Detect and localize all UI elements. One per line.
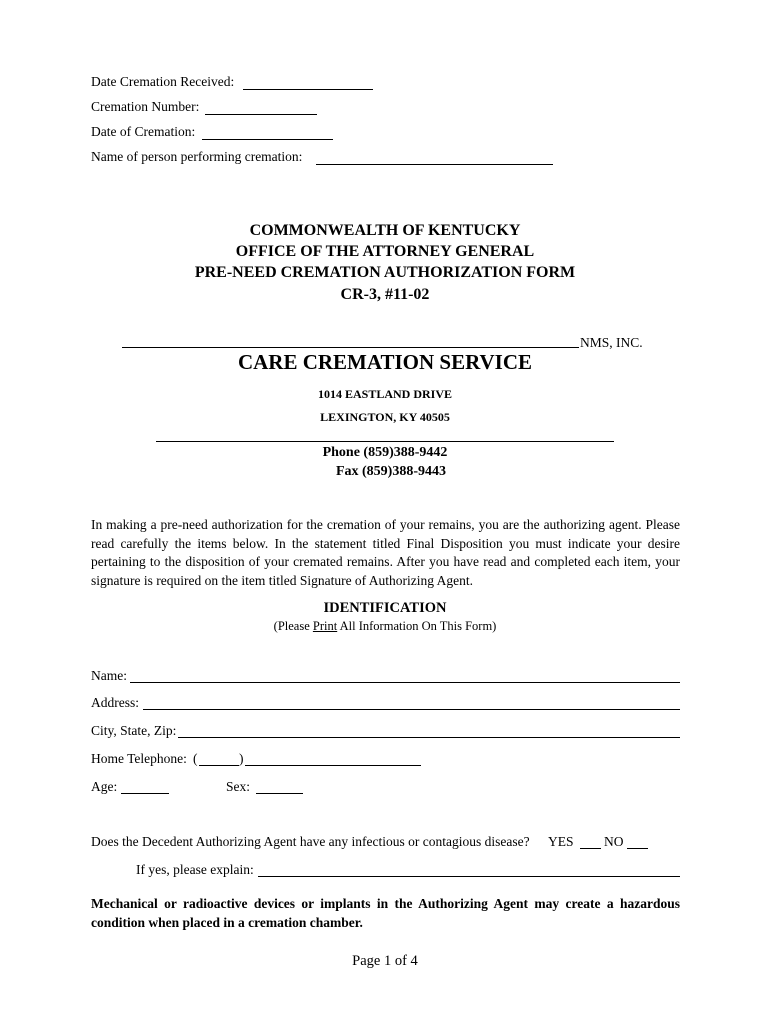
date-received-field[interactable]: [243, 89, 373, 90]
address-field[interactable]: [143, 709, 680, 710]
name-field[interactable]: [130, 682, 680, 683]
provider-fax: Fax (859)388-9443: [335, 464, 447, 479]
provider-suffix: NMS, INC.: [580, 335, 643, 350]
form-title: PRE-NEED CREMATION AUTHORIZATION FORM: [194, 264, 576, 281]
home-telephone-field[interactable]: [245, 765, 421, 766]
city-state-zip-label: City, State, Zip:: [91, 723, 177, 738]
implant-warning: Mechanical or radioactive devices or implants in the Authorizing Agent may create a hazardous condition when placed in a cremation chamber.: [91, 896, 680, 930]
home-telephone-label: Home Telephone:: [91, 751, 187, 766]
disease-question: Does the Decedent Authorizing Agent have any infectious or contagious disease?: [91, 834, 530, 849]
disease-no-label: NO: [604, 834, 624, 849]
header-commonwealth: COMMONWEALTH OF KENTUCKY: [249, 222, 521, 239]
provider-prefix-field[interactable]: [122, 347, 579, 348]
disease-no-field[interactable]: [627, 848, 648, 849]
intro-paragraph: In making a pre-need authorization for the cremation of your remains, you are the authorizing agent. Please read carefully the items below. In the statement titled Final Disposition you must indicate your desire pertaining to the disposition of your cremated remains. After you have read and completed each item, your signature is required on the item titled Signature of Authorizing Agent.: [91, 517, 680, 588]
identification-title: IDENTIFICATION: [323, 600, 447, 616]
header-attorney-general: OFFICE OF THE ATTORNEY GENERAL: [235, 243, 535, 260]
date-received-label: Date Cremation Received:: [91, 74, 235, 89]
cremation-number-label: Cremation Number:: [91, 99, 200, 114]
print-emphasis: Print: [312, 619, 338, 633]
provider-name: CARE CREMATION SERVICE: [237, 350, 533, 374]
performer-label: Name of person performing cremation:: [91, 149, 303, 164]
area-code-close: ): [239, 751, 244, 766]
provider-divider: [156, 441, 614, 442]
date-of-cremation-label: Date of Cremation:: [91, 124, 196, 139]
sex-field[interactable]: [256, 793, 303, 794]
disease-yes-field[interactable]: [580, 848, 601, 849]
sex-label: Sex:: [226, 779, 251, 794]
city-state-zip-field[interactable]: [178, 737, 680, 738]
disease-yes-label: YES: [548, 834, 574, 849]
age-label: Age:: [91, 779, 118, 794]
page-number: Page 1 of 4: [352, 953, 418, 969]
provider-address-line2: LEXINGTON, KY 40505: [320, 410, 450, 424]
explain-field[interactable]: [258, 876, 680, 877]
name-label: Name:: [91, 668, 127, 683]
cremation-number-field[interactable]: [205, 114, 317, 115]
age-field[interactable]: [121, 793, 169, 794]
date-of-cremation-field[interactable]: [202, 139, 333, 140]
area-code-open: (: [193, 751, 198, 766]
form-number: CR-3, #11-02: [340, 286, 430, 303]
provider-phone: Phone (859)388-9442: [322, 445, 448, 460]
address-label: Address:: [91, 695, 139, 710]
provider-address-line1: 1014 EASTLAND DRIVE: [317, 387, 453, 401]
performer-field[interactable]: [316, 164, 553, 165]
identification-note: (Please Print All Information On This Form): [273, 619, 497, 633]
area-code-field[interactable]: [199, 765, 239, 766]
explain-label: If yes, please explain:: [136, 862, 254, 877]
